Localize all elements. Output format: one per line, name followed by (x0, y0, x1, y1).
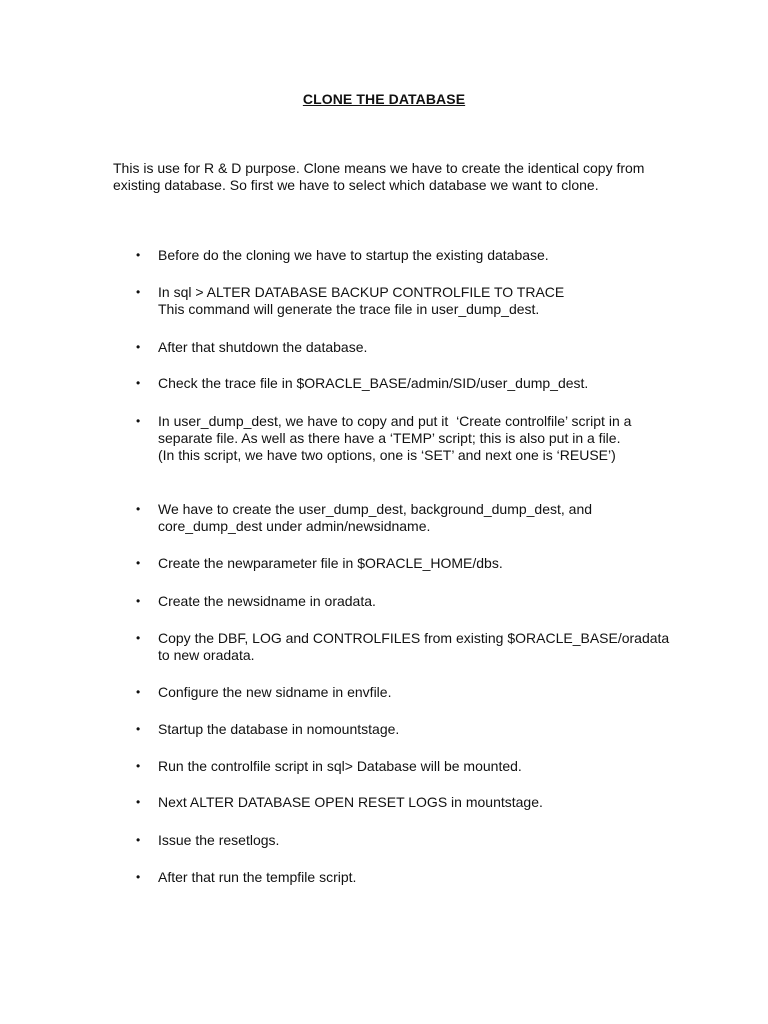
list-item (136, 794, 676, 811)
list-item (136, 758, 676, 775)
list-item-line: Startup the database in nomountstage. (158, 721, 400, 737)
list-item-line: Check the trace file in $ORACLE_BASE/admin/SID/user_dump_dest. (158, 375, 589, 391)
list-item-line: After that run the tempfile script. (158, 869, 357, 885)
list-item-text (158, 684, 676, 701)
list-item-text (158, 630, 676, 664)
bullet-icon: • (136, 685, 141, 699)
bullet-icon: • (136, 833, 141, 847)
list-item (136, 630, 676, 664)
bullet-icon: • (136, 285, 141, 299)
bullet-icon: • (136, 870, 141, 884)
list-item (136, 721, 676, 738)
list-item-line: We have to create the user_dump_dest, background_dump_dest, and core_dump_dest under admin/newsidname. (158, 501, 596, 534)
list-item (136, 375, 676, 392)
list-item-text (158, 794, 676, 811)
list-item-text (158, 721, 676, 738)
list-item (136, 501, 676, 535)
list-item-text (158, 593, 676, 610)
list-item-line: Before do the cloning we have to startup the existing database. (158, 247, 549, 263)
bullet-icon: • (136, 340, 141, 354)
intro-paragraph: This is use for R & D purpose. Clone means we have to create the identical copy from existing database. So first we have to select which database we want to clone. (113, 160, 645, 193)
list-item-text (158, 247, 676, 264)
list-item-text (158, 869, 676, 886)
list-item-line: In sql > ALTER DATABASE BACKUP CONTROLFILE TO TRACE (158, 284, 565, 300)
bullet-icon: • (136, 556, 141, 570)
bullet-icon: • (136, 722, 141, 736)
list-item-text (158, 339, 676, 356)
list-item-text (158, 758, 676, 775)
list-item-line: Create the newsidname in oradata. (158, 593, 376, 609)
list-item-text (158, 555, 676, 572)
list-item-line: Issue the resetlogs. (158, 832, 280, 848)
bullet-icon: • (136, 414, 141, 428)
bullet-icon: • (136, 594, 141, 608)
list-item-text (158, 284, 676, 318)
list-item (136, 284, 676, 318)
list-item (136, 593, 676, 610)
bullet-icon: • (136, 376, 141, 390)
list-item (136, 684, 676, 701)
list-item-line: Configure the new sidname in envfile. (158, 684, 392, 700)
bullet-icon: • (136, 795, 141, 809)
list-item-line: This command will generate the trace file in user_dump_dest. (158, 301, 540, 317)
list-item-line: Run the controlfile script in sql> Database will be mounted. (158, 758, 522, 774)
list-item (136, 413, 676, 464)
bullet-icon: • (136, 248, 141, 262)
list-item-line: In user_dump_dest, we have to copy and put it ‘Create controlfile’ script in a separate file. As well as there have a ‘TEMP’ script; this is also put in a file. (158, 413, 636, 446)
document-title: CLONE THE DATABASE (302, 91, 466, 107)
list-item-text (158, 375, 676, 392)
list-item-text (158, 413, 676, 464)
list-item (136, 555, 676, 572)
list-item (136, 247, 676, 264)
list-item-line: After that shutdown the database. (158, 339, 368, 355)
list-item (136, 832, 676, 849)
list-item-line: Create the newparameter file in $ORACLE_HOME/dbs. (158, 555, 503, 571)
list-item-line: Copy the DBF, LOG and CONTROLFILES from existing $ORACLE_BASE/oradata to new oradata. (158, 630, 674, 663)
list-item-text (158, 501, 676, 535)
list-item-text (158, 832, 676, 849)
list-item-line: (In this script, we have two options, one is ‘SET’ and next one is ‘REUSE’) (158, 447, 616, 463)
list-item (136, 869, 676, 886)
bullet-icon: • (136, 759, 141, 773)
list-item-line: Next ALTER DATABASE OPEN RESET LOGS in mountstage. (158, 794, 543, 810)
bullet-icon: • (136, 631, 141, 645)
list-item (136, 339, 676, 356)
bullet-icon: • (136, 502, 141, 516)
